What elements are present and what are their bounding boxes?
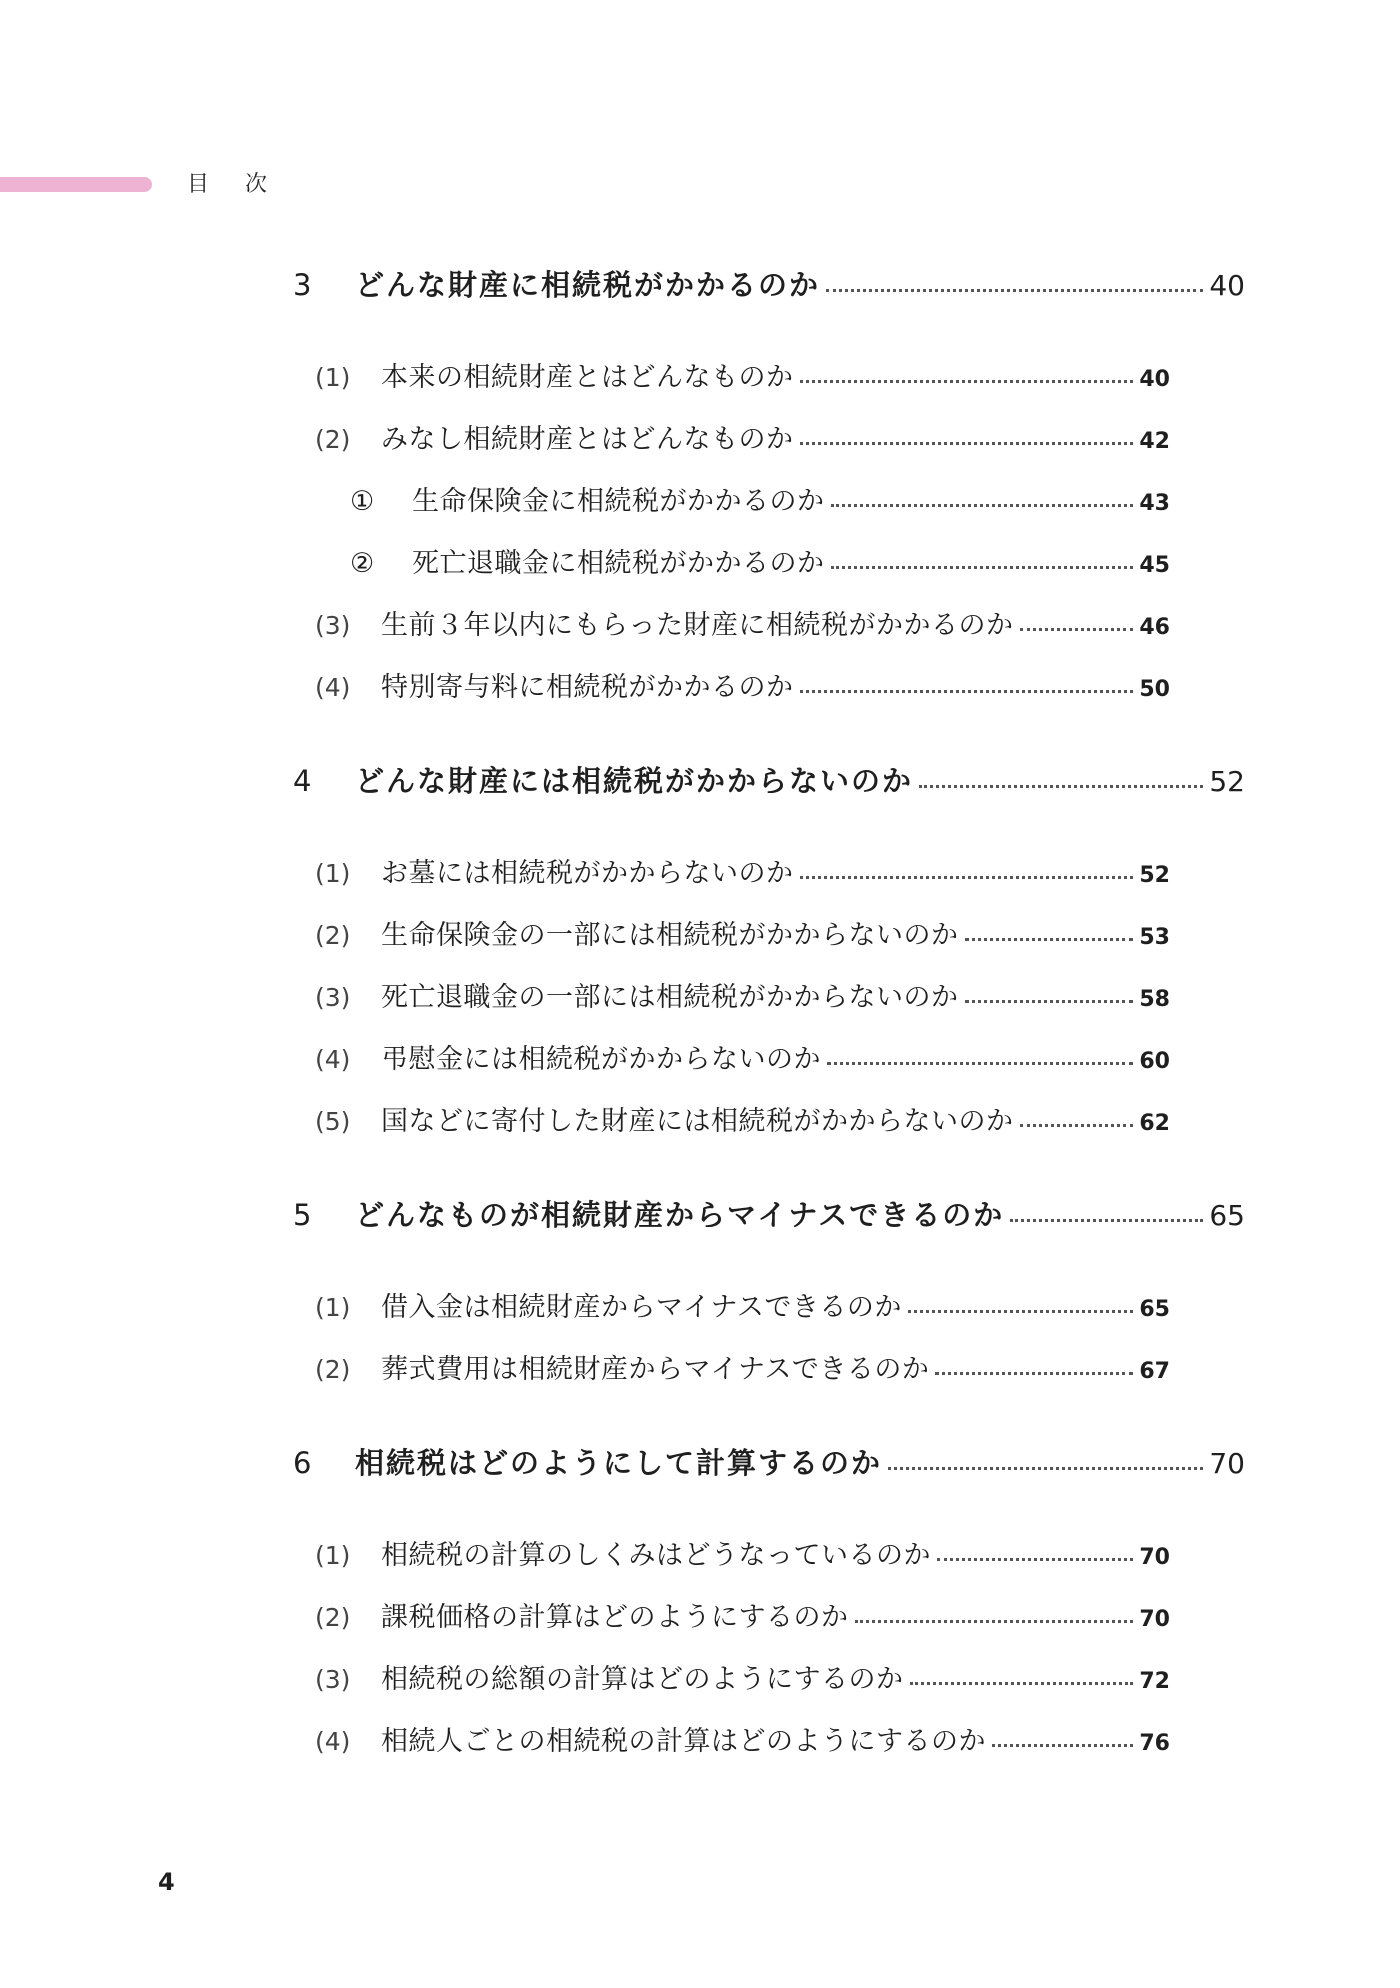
- toc-leader-dots: [800, 874, 1134, 879]
- toc-entry-page: 60: [1139, 1049, 1170, 1074]
- toc-entry-title: 生命保険金の一部には相続税がかからないのか: [381, 920, 959, 951]
- toc-entry-title: 死亡退職金の一部には相続税がかからないのか: [381, 982, 959, 1013]
- toc-leader-dots: [965, 998, 1134, 1003]
- toc-subsection-entry[interactable]: [315, 1037, 1170, 1076]
- toc-leader-dots: [992, 1742, 1133, 1747]
- toc-leader-dots: [1020, 626, 1134, 631]
- toc-leader-dots: [908, 1308, 1133, 1313]
- toc-entry-page: 40: [1209, 269, 1245, 302]
- toc-entry-number: (2): [315, 1603, 351, 1632]
- toc-subsection-entry[interactable]: [315, 1347, 1170, 1386]
- toc-entry-number: (4): [315, 1727, 351, 1756]
- toc-entry-title: 相続人ごとの相続税の計算はどのようにするのか: [381, 1726, 986, 1757]
- toc-entry-page: 70: [1139, 1545, 1170, 1570]
- toc-entry-page: 46: [1139, 615, 1170, 640]
- toc-entry-title: 相続税の計算のしくみはどうなっているのか: [381, 1540, 931, 1571]
- toc-leader-dots: [800, 440, 1134, 445]
- toc-entry-number: (4): [315, 1045, 351, 1074]
- toc-subsection-entry[interactable]: [315, 1533, 1170, 1572]
- toc-leader-dots: [1020, 1122, 1134, 1127]
- toc-entry-page: 52: [1209, 765, 1245, 798]
- toc-entry-number: (4): [315, 673, 351, 702]
- toc-section-entry[interactable]: [293, 1193, 1245, 1234]
- toc-entry-page: 58: [1139, 987, 1170, 1012]
- toc-leader-dots: [935, 1370, 1133, 1375]
- toc-entry-page: 76: [1139, 1731, 1170, 1756]
- toc-entry-number: 4: [293, 764, 312, 798]
- toc-entry-page: 40: [1139, 367, 1170, 392]
- toc-entry-page: 50: [1139, 677, 1170, 702]
- toc-subsection-entry[interactable]: [315, 355, 1170, 394]
- toc-subsection-entry[interactable]: [315, 975, 1170, 1014]
- page-title: 目次: [187, 172, 304, 197]
- toc-leader-dots: [910, 1680, 1134, 1685]
- toc-leader-dots: [1010, 1217, 1203, 1222]
- toc-entry-page: 65: [1139, 1297, 1170, 1322]
- toc-entry-title: どんなものが相続財産からマイナスできるのか: [355, 1198, 1005, 1232]
- toc-entry-title: 本来の相続財産とはどんなものか: [381, 362, 794, 393]
- toc-entry-title: 生命保険金に相続税がかかるのか: [412, 486, 825, 517]
- toc-entry-number: (2): [315, 921, 351, 950]
- toc-leader-dots: [831, 564, 1134, 569]
- toc-entry-number: 6: [293, 1446, 312, 1480]
- toc-subsection-entry[interactable]: [315, 417, 1170, 456]
- toc-leader-dots: [937, 1556, 1133, 1561]
- toc-entry-number: (3): [315, 611, 351, 640]
- toc-leader-dots: [826, 287, 1203, 292]
- toc-entry-page: 67: [1139, 1359, 1170, 1384]
- toc-leader-dots: [831, 502, 1134, 507]
- toc-entry-number: 3: [293, 268, 312, 302]
- toc-entry-number: (1): [315, 363, 351, 392]
- toc-entry-title: どんな財産には相続税がかからないのか: [355, 764, 914, 798]
- toc-entry-title: 課税価格の計算はどのようにするのか: [381, 1602, 849, 1633]
- toc-subsection-entry[interactable]: [315, 665, 1170, 704]
- toc-subsection-entry[interactable]: [315, 1657, 1170, 1696]
- toc-entry-number: 5: [293, 1198, 312, 1232]
- toc-subsection-entry[interactable]: [350, 479, 1170, 518]
- toc-entry-page: 70: [1209, 1447, 1245, 1480]
- toc-entry-number: (3): [315, 1665, 351, 1694]
- toc-entry-page: 65: [1209, 1199, 1245, 1232]
- toc-leader-dots: [965, 936, 1134, 941]
- toc-entry-title: 相続税の総額の計算はどのようにするのか: [381, 1664, 904, 1695]
- toc-entry-title: 相続税はどのようにして計算するのか: [355, 1446, 883, 1480]
- toc-section-entry[interactable]: [293, 1441, 1245, 1482]
- toc-subsection-entry[interactable]: [315, 1285, 1170, 1324]
- toc-entry-page: 53: [1139, 925, 1170, 950]
- toc-entry-page: 70: [1139, 1607, 1170, 1632]
- toc-entry-page: 72: [1139, 1669, 1170, 1694]
- toc-entry-number: (5): [315, 1107, 351, 1136]
- toc-entry-number: (3): [315, 983, 351, 1012]
- toc-entry-title: 弔慰金には相続税がかからないのか: [381, 1044, 821, 1075]
- toc-entry-title: 借入金は相続財産からマイナスできるのか: [381, 1292, 902, 1323]
- toc-section-entry[interactable]: [293, 263, 1245, 304]
- toc-entry-page: 52: [1139, 863, 1170, 888]
- toc-subsection-entry[interactable]: [315, 913, 1170, 952]
- toc-subsection-entry[interactable]: [315, 851, 1170, 890]
- toc-subsection-entry[interactable]: [315, 1099, 1170, 1138]
- toc-section-entry[interactable]: [293, 759, 1245, 800]
- toc-subsection-entry[interactable]: [315, 1595, 1170, 1634]
- toc-entry-title: みなし相続財産とはどんなものか: [381, 424, 794, 455]
- toc-entry-number: (2): [315, 425, 351, 454]
- page-number: 4: [158, 1868, 175, 1896]
- toc-entry-page: 45: [1139, 553, 1170, 578]
- toc-subsection-entry[interactable]: [315, 1719, 1170, 1758]
- toc-entry-title: 生前３年以内にもらった財産に相続税がかかるのか: [381, 610, 1014, 641]
- toc-subsection-entry[interactable]: [350, 541, 1170, 580]
- toc-entry-page: 62: [1139, 1111, 1170, 1136]
- toc-entry-number: (1): [315, 1541, 351, 1570]
- toc-entry-number: ①: [350, 486, 375, 517]
- toc-entry-page: 42: [1139, 429, 1170, 454]
- toc-leader-dots: [888, 1465, 1203, 1470]
- toc-leader-dots: [800, 688, 1134, 693]
- toc-entry-number: (1): [315, 1293, 351, 1322]
- toc-leader-dots: [919, 783, 1203, 788]
- toc-entry-number: (1): [315, 859, 351, 888]
- toc-entry-title: 死亡退職金に相続税がかかるのか: [412, 548, 825, 579]
- toc-subsection-entry[interactable]: [315, 603, 1170, 642]
- toc-entry-title: どんな財産に相続税がかかるのか: [355, 268, 821, 302]
- toc-leader-dots: [827, 1060, 1133, 1065]
- toc-entry-title: お墓には相続税がかからないのか: [381, 858, 794, 889]
- toc-entry-number: (2): [315, 1355, 351, 1384]
- toc-entry-number: ②: [350, 548, 375, 579]
- toc-entry-page: 43: [1139, 491, 1170, 516]
- toc-leader-dots: [800, 378, 1134, 383]
- toc-entry-title: 特別寄与料に相続税がかかるのか: [381, 672, 794, 703]
- toc-leader-dots: [855, 1618, 1134, 1623]
- toc-entry-title: 国などに寄付した財産には相続税がかからないのか: [381, 1106, 1014, 1137]
- toc-entry-title: 葬式費用は相続財産からマイナスできるのか: [381, 1354, 930, 1385]
